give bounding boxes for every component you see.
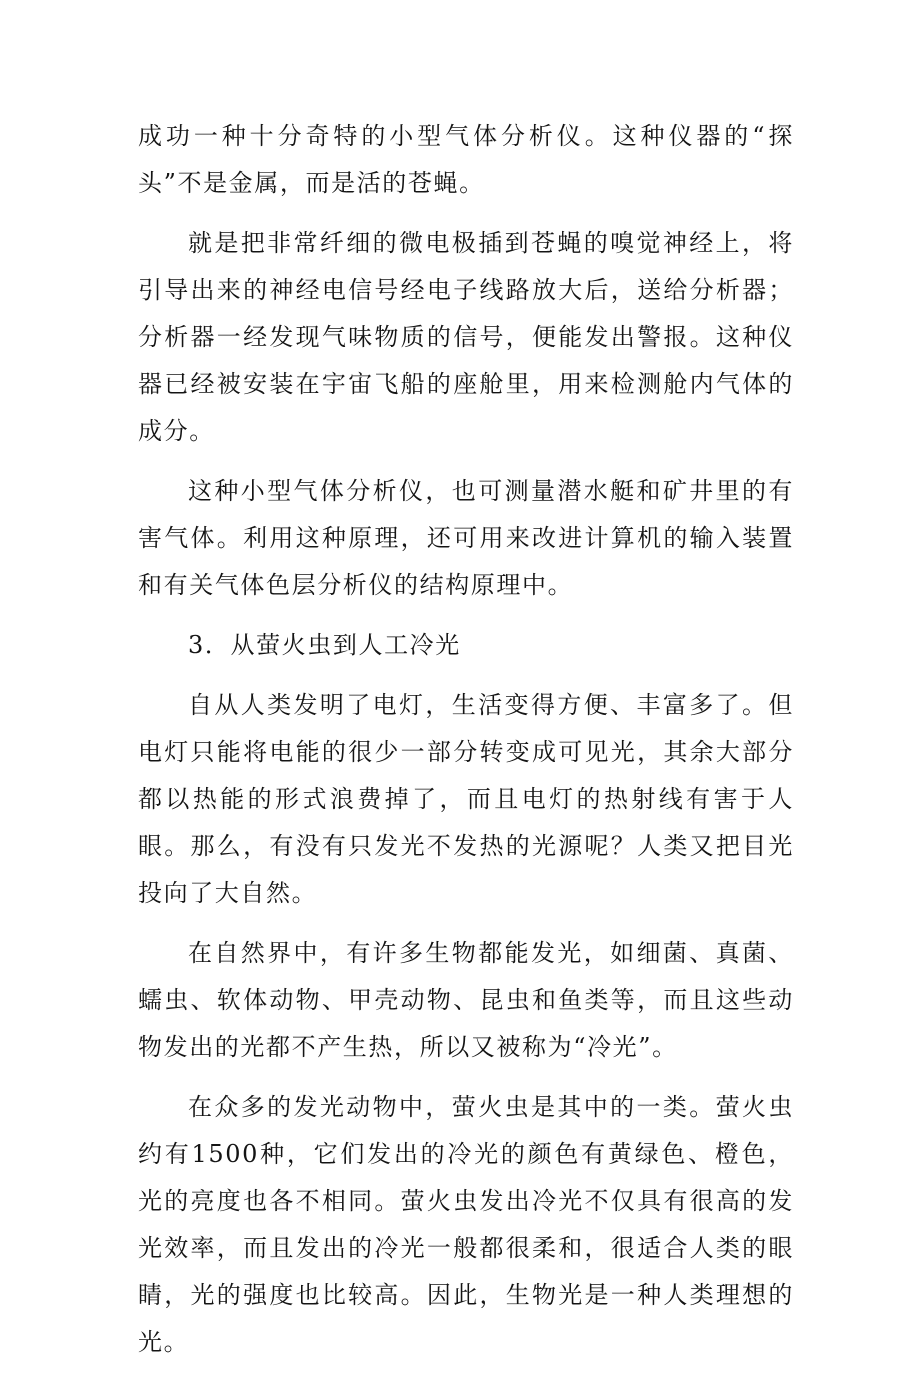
section-heading-firefly: 3．从萤火虫到人工冷光 (188, 631, 461, 659)
document-body (138, 113, 794, 1379)
paragraph-electric-light: 自从人类发明了电灯，生活变得方便、丰富多了。但电灯只能将电能的很少一部分转变成可见光，其余大部分都以热能的形式浪费掉了，而且电灯的热射线有害于人眼。那么，有没有只发光不发热的光源呢？人类又把目光投向了大自然。 (138, 691, 794, 907)
paragraph-gas-analyzer-uses: 这种小型气体分析仪，也可测量潜水艇和矿井里的有害气体。利用这种原理，还可用来改进计算机的输入装置和有关气体色层分析仪的结构原理中。 (138, 477, 794, 599)
paragraph-gas-analyzer-intro: 成功一种十分奇特的小型气体分析仪。这种仪器的“探头”不是金属，而是活的苍蝇。 (138, 122, 794, 197)
paragraph-bioluminescence: 在自然界中，有许多生物都能发光，如细菌、真菌、蠕虫、软体动物、甲壳动物、昆虫和鱼类等，而且这些动物发出的光都不产生热，所以又被称为“冷光”。 (138, 939, 794, 1061)
paragraph-firefly-light: 在众多的发光动物中，萤火虫是其中的一类。萤火虫约有1500种，它们发出的冷光的颜色有黄绿色、橙色，光的亮度也各不相同。萤火虫发出冷光不仅具有很高的发光效率，而且发出的冷光一般都很柔和，很适合人类的眼睛，光的强度也比较高。因此，生物光是一种人类理想的光。 (138, 1093, 794, 1356)
paragraph-microelectrode: 就是把非常纤细的微电极插到苍蝇的嗅觉神经上，将引导出来的神经电信号经电子线路放大后，送给分析器；分析器一经发现气味物质的信号，便能发出警报。这种仪器已经被安装在宇宙飞船的座舱里，用来检测舱内气体的成分。 (138, 229, 794, 445)
